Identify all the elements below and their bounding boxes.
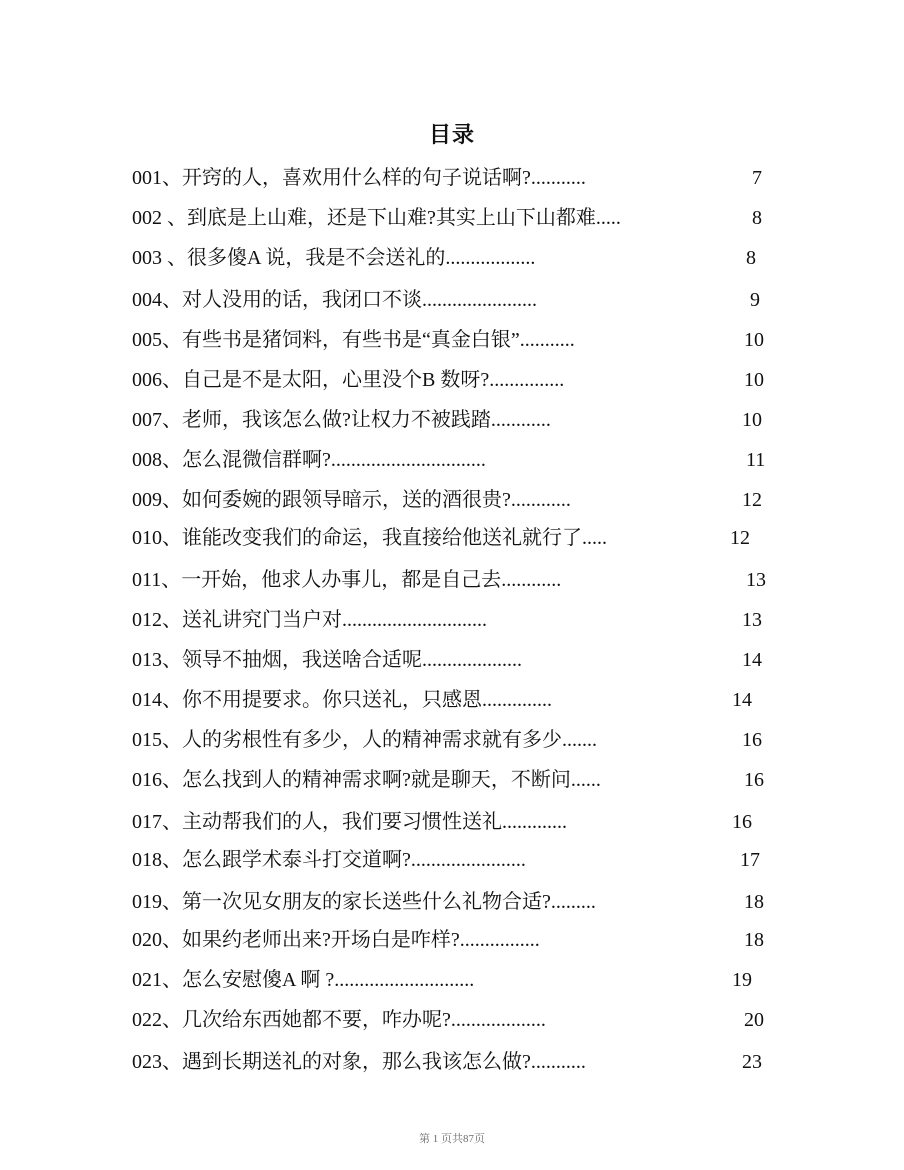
toc-entry[interactable] xyxy=(132,964,772,996)
toc-entry-title: 013、领导不抽烟，我送啥合适呢.................... xyxy=(132,649,522,671)
toc-entry-title: 022、几次给东西她都不要，咋办呢?................... xyxy=(132,1009,546,1031)
toc-entry-page-number: 14 xyxy=(742,649,762,671)
toc-entry[interactable] xyxy=(132,1004,772,1036)
toc-entry-title: 016、怎么找到人的精神需求啊?就是聊天，不断问...... xyxy=(132,769,601,791)
toc-entry-title: 012、送礼讲究门当户对............................. xyxy=(132,609,487,631)
toc-entry[interactable] xyxy=(132,444,772,476)
toc-entry-page-number: 18 xyxy=(744,929,764,951)
toc-entry[interactable] xyxy=(132,1046,772,1078)
toc-entry-title: 009、如何委婉的跟领导暗示，送的酒很贵?............ xyxy=(132,489,571,511)
toc-entry-page-number: 7 xyxy=(752,167,762,189)
toc-entry[interactable] xyxy=(132,644,772,676)
toc-entry-page-number: 18 xyxy=(744,891,764,913)
toc-entry-title: 023、遇到长期送礼的对象，那么我该怎么做?........... xyxy=(132,1051,586,1073)
toc-entry-title: 008、怎么混微信群啊?............................... xyxy=(132,449,486,471)
toc-entry-page-number: 12 xyxy=(730,527,750,549)
toc-entry-page-number: 19 xyxy=(732,969,752,991)
toc-entry[interactable] xyxy=(132,564,772,596)
toc-entry[interactable] xyxy=(132,806,772,838)
toc-entry-page-number: 20 xyxy=(744,1009,764,1031)
toc-entry-title: 002 、到底是上山难，还是下山难?其实上山下山都难..... xyxy=(132,207,621,229)
toc-entry-page-number: 8 xyxy=(746,247,756,269)
toc-entry[interactable] xyxy=(132,604,772,636)
toc-entry-title: 014、你不用提要求。你只送礼，只感恩.............. xyxy=(132,689,552,711)
toc-entry-page-number: 23 xyxy=(742,1051,762,1073)
toc-entry-page-number: 14 xyxy=(732,689,752,711)
toc-entry[interactable] xyxy=(132,404,772,436)
toc-entry[interactable] xyxy=(132,364,772,396)
toc-entry[interactable] xyxy=(132,522,772,554)
toc-entry-title: 003 、很多傻A 说，我是不会送礼的.................. xyxy=(132,247,536,269)
toc-entry-title: 019、第一次见女朋友的家长送些什么礼物合适?......... xyxy=(132,891,596,913)
toc-entry-page-number: 12 xyxy=(742,489,762,511)
toc-entry[interactable] xyxy=(132,324,772,356)
toc-entry-title: 021、怎么安慰傻A 啊 ?............................ xyxy=(132,969,475,991)
toc-entry[interactable] xyxy=(132,242,772,274)
toc-entry-page-number: 10 xyxy=(742,409,762,431)
toc-entry[interactable] xyxy=(132,924,772,956)
toc-entry-page-number: 10 xyxy=(744,369,764,391)
toc-entry[interactable] xyxy=(132,764,772,796)
toc-entry-page-number: 16 xyxy=(732,811,752,833)
toc-entry-page-number: 11 xyxy=(746,449,766,471)
toc-entry-page-number: 16 xyxy=(742,729,762,751)
toc-entry[interactable] xyxy=(132,202,772,234)
toc-entry[interactable] xyxy=(132,484,772,516)
toc-entry-title: 004、对人没用的话，我闭口不谈....................... xyxy=(132,289,537,311)
toc-entry[interactable] xyxy=(132,162,772,194)
toc-entry-title: 011、一开始，他求人办事儿，都是自己去............ xyxy=(132,569,562,591)
toc-entry-title: 001、开窍的人，喜欢用什么样的句子说话啊?........... xyxy=(132,167,586,189)
toc-entry-title: 015、人的劣根性有多少，人的精神需求就有多少....... xyxy=(132,729,597,751)
toc-entry-title: 007、老师，我该怎么做?让权力不被践踏............ xyxy=(132,409,551,431)
toc-entry-page-number: 13 xyxy=(746,569,766,591)
toc-entry[interactable] xyxy=(132,724,772,756)
toc-entry-page-number: 17 xyxy=(740,849,760,871)
toc-entry[interactable] xyxy=(132,886,772,918)
toc-entry[interactable] xyxy=(132,284,772,316)
toc-entry-title: 006、自己是不是太阳，心里没个B 数呀?............... xyxy=(132,369,565,391)
toc-entry-title: 005、有些书是猪饲料，有些书是“真金白银”........... xyxy=(132,329,575,351)
toc-entry-title: 020、如果约老师出来?开场白是咋样?................ xyxy=(132,929,540,951)
toc-entry-title: 010、谁能改变我们的命运，我直接给他送礼就行了..... xyxy=(132,527,607,549)
toc-entry-page-number: 8 xyxy=(752,207,762,229)
toc-entry-page-number: 13 xyxy=(742,609,762,631)
toc-entry-page-number: 16 xyxy=(744,769,764,791)
toc-entry[interactable] xyxy=(132,684,772,716)
toc-entry-title: 017、主动帮我们的人，我们要习惯性送礼............. xyxy=(132,811,567,833)
page-title: 目录 xyxy=(428,122,475,147)
toc-entry-title: 018、怎么跟学术泰斗打交道啊?....................... xyxy=(132,849,526,871)
toc-entry-page-number: 10 xyxy=(744,329,764,351)
toc-entry[interactable] xyxy=(132,844,772,876)
page-footer: 第 1 页共87页 xyxy=(419,1133,485,1145)
toc-entry-page-number: 9 xyxy=(750,289,760,311)
